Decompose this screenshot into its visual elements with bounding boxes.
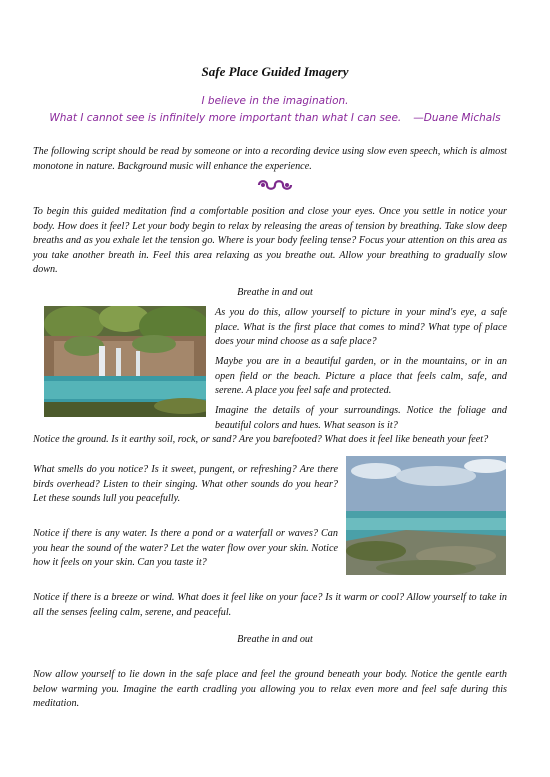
breathe-cue-2: Breathe in and out [237, 634, 313, 645]
quote-text: What I cannot see is infinitely more important than what I can see. [49, 112, 402, 124]
intro-paragraph: The following script should be read by someone or into a recording device using slow even speech, which is almost monotone in nature. Background music will enhance the experience. [33, 146, 507, 172]
paragraph-lie-down: Now allow yourself to lie down in the safe place and feel the ground beneath your body. Notice the gentle earth below warming you. Imagine the earth cradling you allowing you to relax even more and feel safe during this meditation. [33, 669, 507, 709]
paragraph-safe-place: As you do this, allow yourself to picture in your mind's eye, a safe place. What is the first place that comes to mind? What type of place does your mind choose as a safe place? [215, 307, 507, 347]
quote-author: —Duane Michals [413, 112, 501, 124]
flourish-icon [255, 178, 295, 192]
paragraph-details-a: Imagine the details of your surroundings. Notice the foliage and beautiful colors and hues. What season is it? [215, 405, 507, 431]
paragraph-water: Notice if there is any water. Is there a pond or a waterfall or waves? Can you hear the sound of the water? Let the water flow over your skin. Notice how it feels on your skin. Can you taste it? [33, 528, 338, 568]
paragraph-begin: To begin this guided meditation find a comfortable position and close your eyes. Once you settle in notice your body. How does it feel? Let your body begin to relax by releasing the areas of tension by breathing. Take slow deep breaths and as you exhale let the tension go. Where is your body feeling tense? Focus your attention on this area as you take another breath in. Feel this area relaxing as you breathe out. Allow your breathing to gradually slow down. [33, 206, 507, 275]
paragraph-details-b: Notice the ground. Is it earthy soil, rock, or sand? Are you barefooted? What does it feel like beneath your feet? [33, 434, 489, 445]
paragraph-beautiful-place: Maybe you are in a beautiful garden, or in the mountains, or in an open field or the beach. Picture a place that feels calm, safe, and serene. A place you feel safe and protected. [215, 356, 507, 396]
breathe-cue-1: Breathe in and out [237, 287, 313, 298]
paragraph-smells: What smells do you notice? Is it sweet, pungent, or refreshing? Are there birds overhead? Listen to their singing. What other sounds do you hear? Let these sounds lull you peacefully. [33, 464, 338, 504]
page-title: Safe Place Guided Imagery [201, 64, 349, 79]
quote-line-1: I believe in the imagination. [201, 95, 349, 107]
quote-line-2 [0, 110, 550, 127]
beach-photo [346, 456, 506, 575]
epigraph-quote [0, 93, 550, 127]
ornament-divider [0, 178, 550, 196]
waterfall-photo [44, 306, 206, 417]
paragraph-breeze: Notice if there is a breeze or wind. What does it feel like on your face? Is it warm or cool? Allow yourself to take in all the senses feeling calm, serene, and peaceful. [33, 592, 507, 618]
